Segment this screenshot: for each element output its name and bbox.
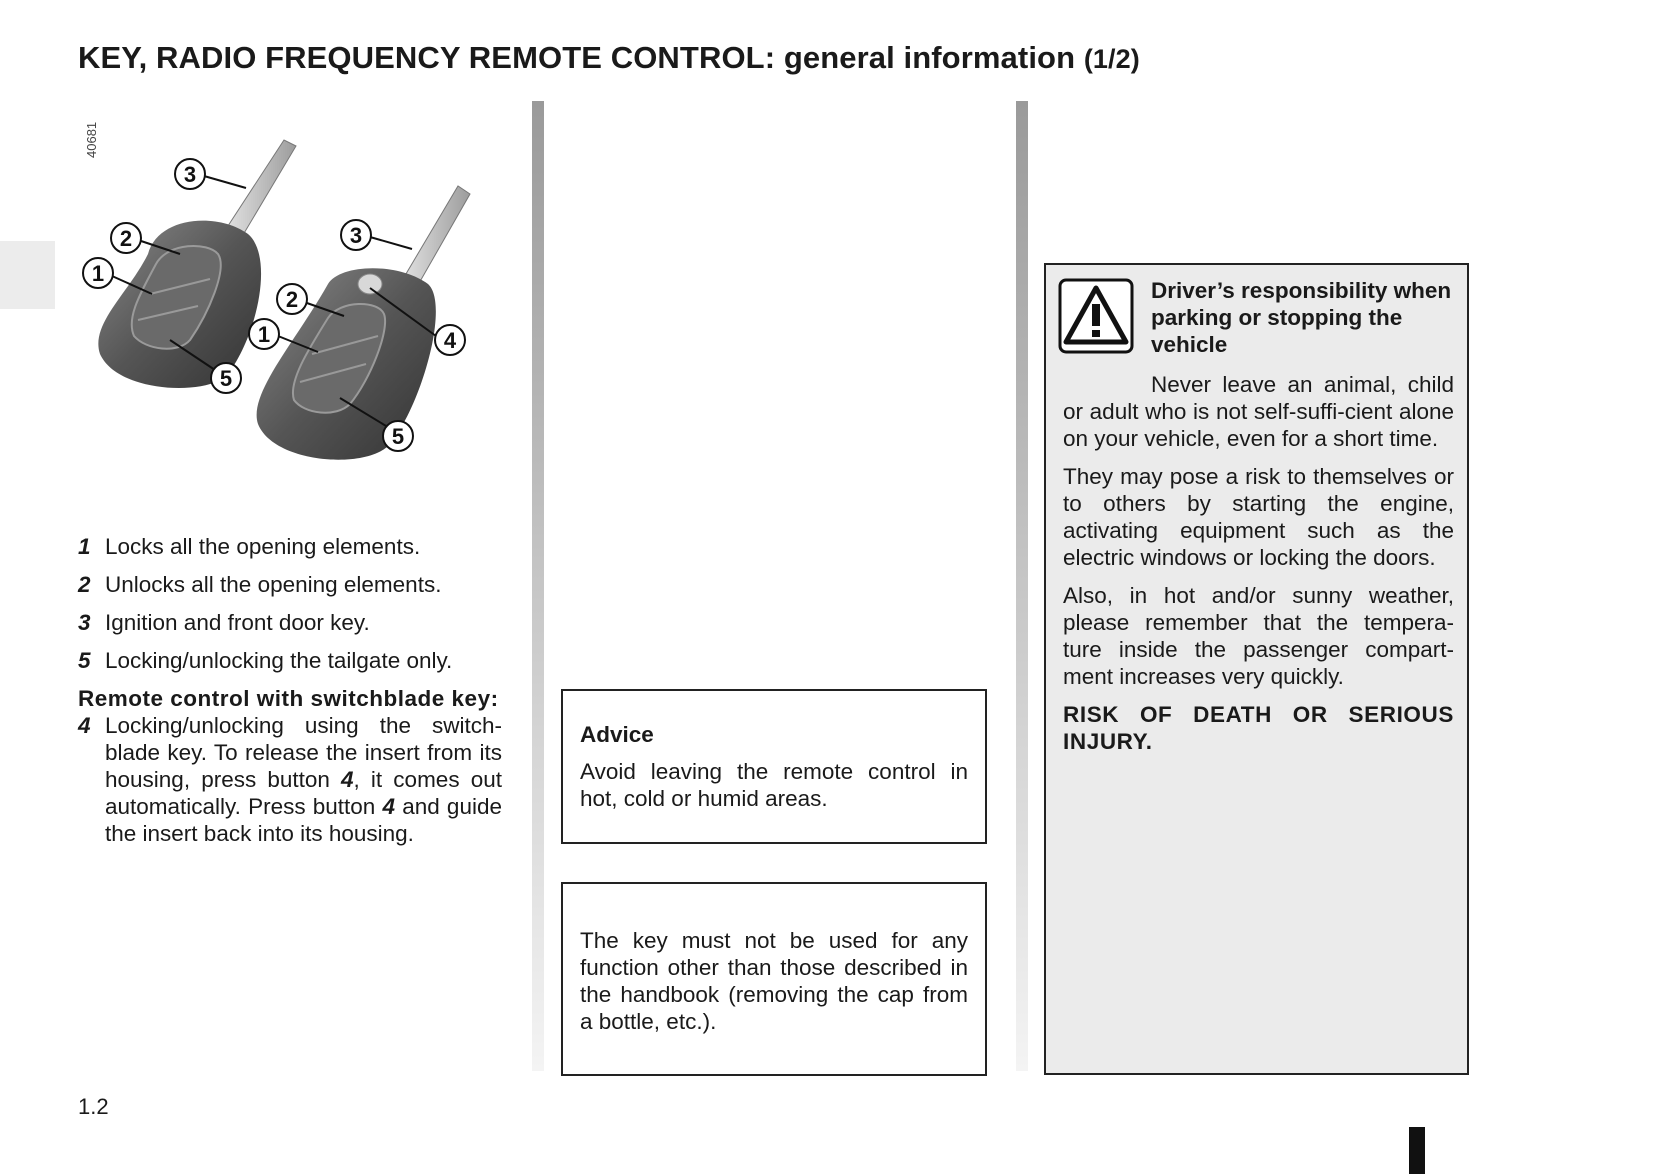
svg-text:2: 2: [119, 226, 133, 251]
page-title: [78, 40, 1140, 76]
key-usage-note: [561, 882, 987, 1076]
callout-5-right: [383, 421, 413, 451]
legend-item-4: [78, 712, 502, 847]
danger-paragraph: Also, in hot and/or sunny weather, please remember that the tempera-ture inside the passenger compart-ment increases very quickly.: [1063, 583, 1454, 689]
callout-3-right: [341, 220, 371, 250]
button-ref: 4: [382, 794, 396, 819]
danger-box: [1044, 263, 1469, 1075]
legend-num: 5: [78, 648, 91, 673]
warning-triangle-icon: [1058, 278, 1134, 354]
svg-text:5: 5: [219, 366, 233, 391]
svg-text:2: 2: [285, 287, 299, 312]
button-ref: 4: [341, 767, 354, 792]
legend-text: Ignition and front door key.: [105, 610, 370, 635]
key-usage-text: The key must not be used for any function other than those described in the handbook (removing the cap from a bottle, etc.).: [580, 928, 968, 1034]
danger-paragraph: They may pose a risk to themselves or to others by starting the engine, activating equipment such as the electric windows or locking the doors.: [1063, 464, 1454, 570]
column-divider-right: [1016, 101, 1028, 1071]
legend-item: [78, 533, 502, 560]
legend-num: 2: [78, 572, 91, 597]
page-edge-marker: [1409, 1127, 1425, 1174]
legend-text-part: Locking/unlocking using the switch-blade key. To release the insert from its housing, press button: [105, 713, 502, 792]
danger-paragraph: Never leave an animal, child or adult who is not self-suffi-cient alone on your vehicle, even for a short time.: [1063, 372, 1454, 451]
danger-heading: Driver’s responsibility when parking or stopping the vehicle: [1151, 278, 1452, 357]
callout-4-right: [435, 325, 465, 355]
svg-text:5: 5: [391, 424, 405, 449]
legend-subheading: Remote control with switchblade key:: [78, 686, 499, 711]
svg-text:1: 1: [257, 322, 271, 347]
callout-3-left: [175, 159, 205, 189]
advice-heading: Advice: [580, 722, 654, 747]
figure-id: 40681: [84, 121, 99, 158]
legend-text-part: and guide the insert back into its housing.: [105, 794, 502, 846]
legend-item: [78, 609, 502, 636]
legend-text: Locking/unlocking the tailgate only.: [105, 648, 453, 673]
callout-5-left: [211, 363, 241, 393]
svg-text:4: 4: [443, 328, 457, 353]
legend-text: Locks all the opening elements.: [105, 534, 421, 559]
callout-1-left: [83, 258, 113, 288]
svg-text:3: 3: [183, 162, 197, 187]
section-tab-marker: [0, 241, 55, 309]
legend-num: 3: [78, 610, 91, 635]
advice-box: [561, 689, 987, 844]
legend-num: 1: [78, 534, 91, 559]
danger-body: [1063, 371, 1454, 766]
legend-item: [78, 647, 502, 674]
page-number: 1.2: [78, 1094, 109, 1119]
svg-text:3: 3: [349, 223, 363, 248]
page-part-indicator: (1/2): [1083, 44, 1140, 74]
key-illustration: [78, 104, 502, 524]
legend-item: [78, 571, 502, 598]
callout-1-right: [249, 319, 279, 349]
advice-text: Avoid leaving the remote control in hot, cold or humid areas.: [580, 759, 968, 811]
callout-2-left: [111, 223, 141, 253]
legend-num: 4: [78, 713, 91, 738]
svg-text:1: 1: [91, 261, 105, 286]
legend-text: [105, 712, 502, 847]
legend-text: Unlocks all the opening elements.: [105, 572, 442, 597]
legend: [78, 533, 502, 858]
callout-2-right: [277, 284, 307, 314]
column-divider-left: [532, 101, 544, 1071]
danger-risk-statement: RISK OF DEATH OR SERIOUS INJURY.: [1063, 702, 1454, 754]
legend-text-part: , it comes out automatically. Press button: [105, 767, 502, 819]
page-title-text: KEY, RADIO FREQUENCY REMOTE CONTROL: general information: [78, 40, 1076, 75]
